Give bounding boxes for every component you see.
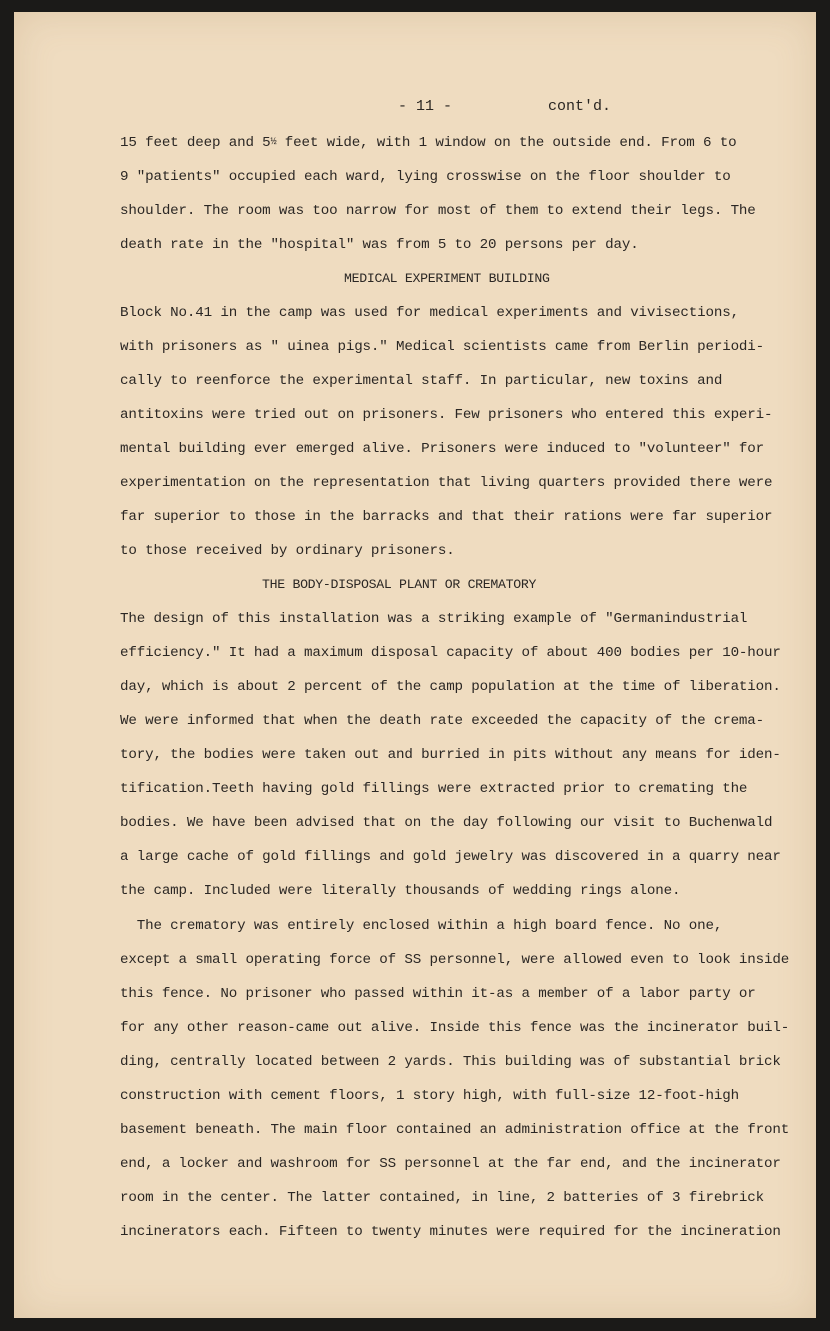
text-line — [120, 135, 736, 151]
text-line: incinerators each. Fifteen to twenty minutes were required for the incineration — [120, 1224, 781, 1240]
text-line: tory, the bodies were taken out and burried in pits without any means for iden- — [120, 747, 781, 763]
text-line: except a small operating force of SS personnel, were allowed even to look inside — [120, 952, 790, 968]
text-line: ding, centrally located between 2 yards. This building was of substantial brick — [120, 1054, 781, 1070]
text-line: basement beneath. The main floor contained an administration office at the front — [120, 1122, 790, 1138]
text-line: far superior to those in the barracks and that their rations were far superior — [120, 509, 773, 525]
text-line: efficiency." It had a maximum disposal capacity of about 400 bodies per 10-hour — [120, 645, 781, 661]
page-number: - 11 - — [398, 98, 453, 115]
text-fragment: feet wide, with 1 window on the outside end. From 6 to — [276, 135, 737, 151]
page-header — [14, 98, 816, 120]
text-line: a large cache of gold fillings and gold jewelry was discovered in a quarry near — [120, 849, 781, 865]
text-line: The crematory was entirely enclosed within a high board fence. No one, — [120, 918, 723, 934]
text-line: tification.Teeth having gold fillings were extracted prior to cremating the — [120, 781, 748, 797]
text-line: bodies. We have been advised that on the day following our visit to Buchenwald — [120, 815, 773, 831]
text-line: mental building ever emerged alive. Prisoners were induced to "volunteer" for — [120, 441, 765, 457]
text-line: The design of this installation was a striking example of "Germanindustrial — [120, 611, 748, 627]
text-line: the camp. Included were literally thousands of wedding rings alone. — [120, 883, 681, 899]
text-line: antitoxins were tried out on prisoners. Few prisoners who entered this experi- — [120, 407, 773, 423]
text-line: experimentation on the representation that living quarters provided there were — [120, 475, 773, 491]
section-heading-crematory: THE BODY-DISPOSAL PLANT OR CREMATORY — [262, 577, 537, 592]
text-line: this fence. No prisoner who passed within it-as a member of a labor party or — [120, 986, 756, 1002]
text-line: death rate in the "hospital" was from 5 to 20 persons per day. — [120, 237, 639, 253]
text-line: to those received by ordinary prisoners. — [120, 543, 455, 559]
fraction: ½ — [270, 137, 277, 148]
text-line: We were informed that when the death rate exceeded the capacity of the crema- — [120, 713, 765, 729]
text-line: construction with cement floors, 1 story high, with full-size 12-foot-high — [120, 1088, 739, 1104]
continued-label: cont'd. — [548, 98, 612, 115]
document-page — [14, 12, 816, 1318]
text-line: Block No.41 in the camp was used for medical experiments and vivisections, — [120, 305, 739, 321]
text-line: cally to reenforce the experimental staff. In particular, new toxins and — [120, 373, 723, 389]
section-heading-medical: MEDICAL EXPERIMENT BUILDING — [344, 271, 550, 286]
text-line: end, a locker and washroom for SS personnel at the far end, and the incinerator — [120, 1156, 781, 1172]
text-line: day, which is about 2 percent of the camp population at the time of liberation. — [120, 679, 781, 695]
text-line: for any other reason-came out alive. Inside this fence was the incinerator buil- — [120, 1020, 790, 1036]
text-line: shoulder. The room was too narrow for most of them to extend their legs. The — [120, 203, 756, 219]
text-line: 9 "patients" occupied each ward, lying crosswise on the floor shoulder to — [120, 169, 731, 185]
text-fragment: 15 feet deep and 5 — [120, 135, 271, 151]
text-line: with prisoners as " uinea pigs." Medical scientists came from Berlin periodi- — [120, 339, 765, 355]
text-line: room in the center. The latter contained, in line, 2 batteries of 3 firebrick — [120, 1190, 765, 1206]
